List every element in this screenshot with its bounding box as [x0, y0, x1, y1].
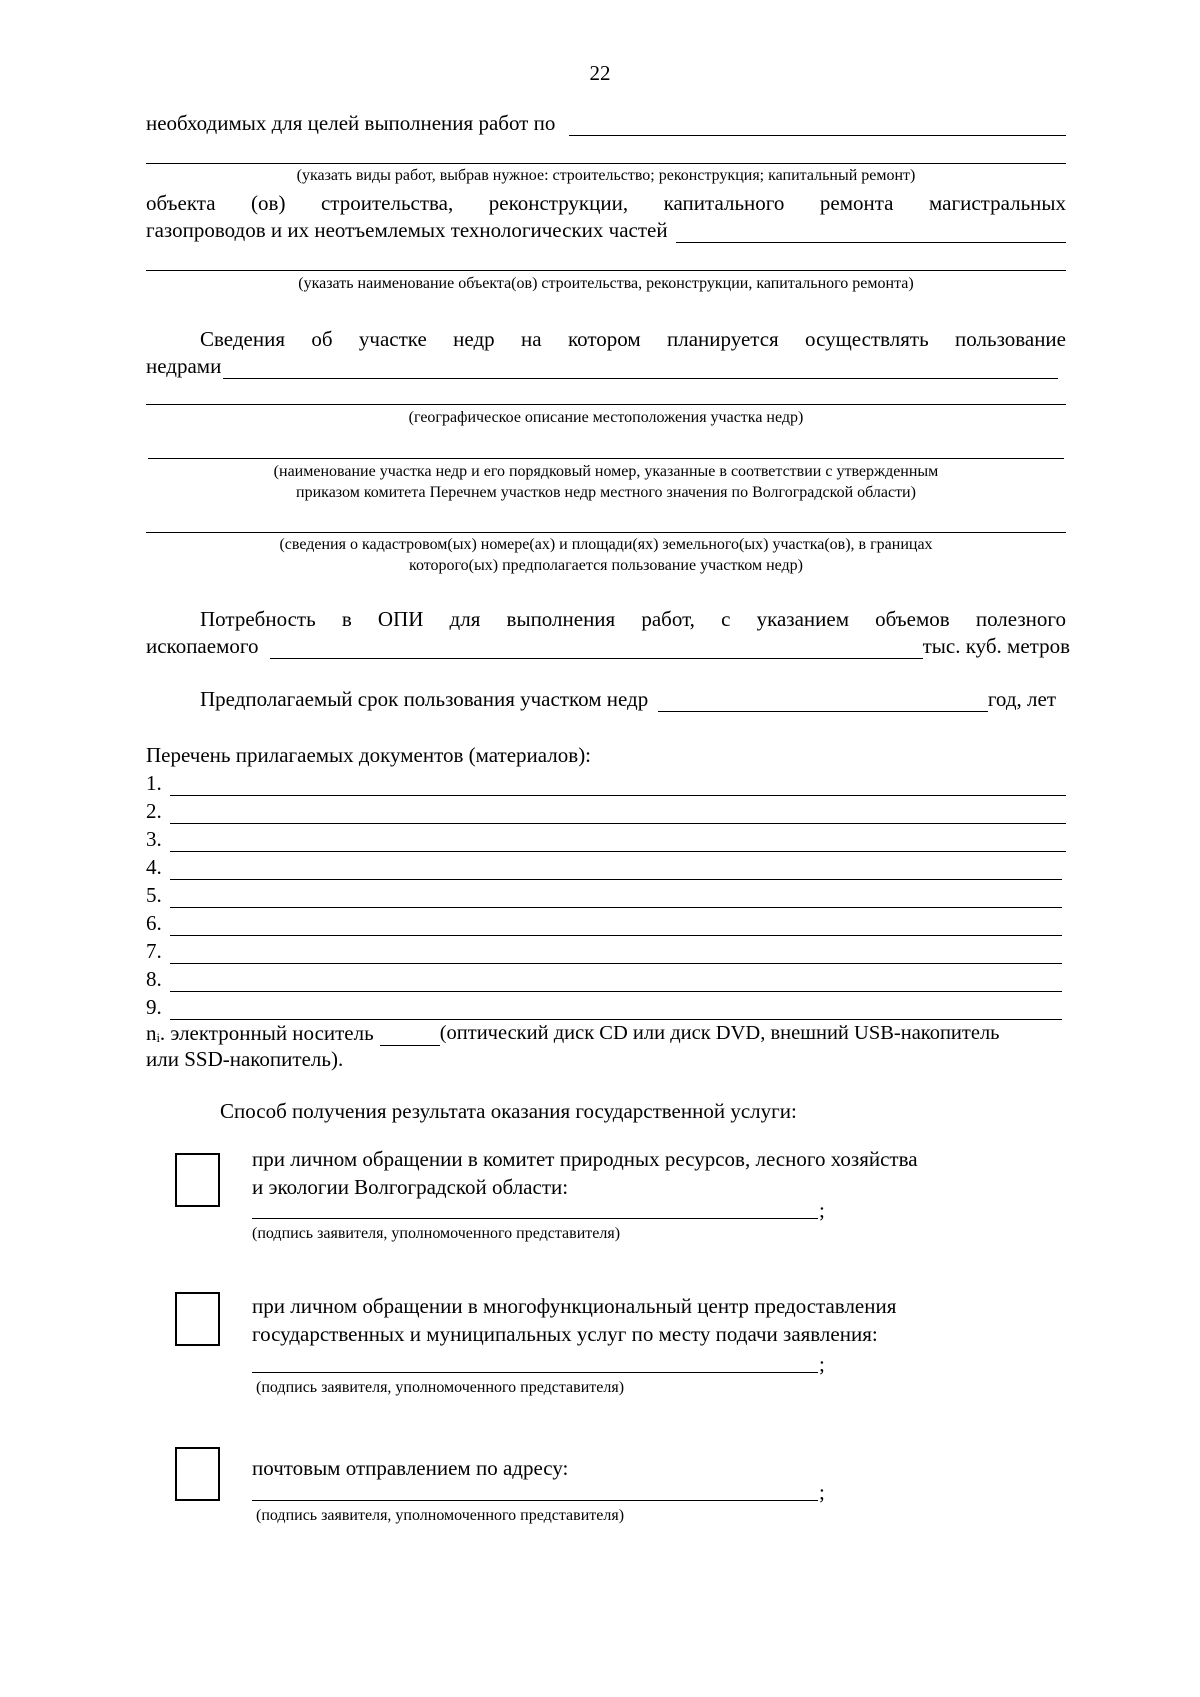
media-row	[146, 1020, 1076, 1046]
opi-row	[146, 633, 1070, 659]
subsoil-field[interactable]	[223, 360, 1058, 379]
documents-item-field[interactable]	[170, 973, 1062, 992]
delivery-option-post-semicolon: ;	[819, 1480, 825, 1504]
documents-item-field[interactable]	[170, 861, 1062, 880]
delivery-option-committee-signature-caption: (подпись заявителя, уполномоченного представителя)	[252, 1225, 621, 1242]
documents-item-number: 6.	[146, 911, 162, 935]
documents-item-2	[146, 798, 1066, 824]
media-count-field[interactable]	[380, 1027, 440, 1046]
subsoil-name-field[interactable]	[148, 458, 1064, 459]
object-text-line1: объекта (ов) строительства, реконструкции, капитального ремонта магистральных	[146, 191, 1066, 215]
subsoil-name-caption-line2: приказом комитета Перечнем участков недр местного значения по Волгоградской области)	[296, 484, 916, 501]
object-row	[146, 217, 1066, 243]
documents-item-number: 1.	[146, 771, 162, 795]
subsoil-geo-caption: (географическое описание местоположения участка недр)	[408, 409, 804, 426]
documents-item-number: 3.	[146, 827, 162, 851]
term-unit: год, лет	[987, 687, 1056, 711]
media-desc: (оптический диск CD или диск DVD, внешний USB-накопитель	[439, 1022, 1000, 1044]
subsoil-geo-field[interactable]	[146, 404, 1066, 405]
delivery-option-committee-signature-field[interactable]	[252, 1218, 818, 1219]
opi-unit: тыс. куб. метров	[922, 634, 1070, 658]
documents-item-8	[146, 966, 1062, 992]
documents-title: Перечень прилагаемых документов (материалов):	[146, 743, 592, 767]
opi-volume-field[interactable]	[270, 640, 922, 659]
delivery-option-post-checkbox[interactable]	[175, 1447, 220, 1501]
documents-item-5	[146, 882, 1062, 908]
documents-item-field[interactable]	[170, 945, 1062, 964]
term-label: Предполагаемый срок пользования участком недр	[200, 687, 649, 711]
documents-item-number: 4.	[146, 855, 162, 879]
documents-item-1	[146, 770, 1066, 796]
work-types-caption: (указать виды работ, выбрав нужное: строительство; реконструкция; капитальный ремонт)	[296, 167, 916, 184]
documents-item-number: 7.	[146, 939, 162, 963]
documents-item-field[interactable]	[170, 889, 1062, 908]
documents-item-field[interactable]	[170, 777, 1066, 796]
delivery-option-committee-semicolon: ;	[819, 1198, 825, 1222]
object-field[interactable]	[676, 224, 1066, 243]
work-types-field[interactable]	[569, 117, 1066, 136]
media-desc-line2: или SSD-накопитель).	[146, 1047, 344, 1071]
delivery-option-committee-checkbox[interactable]	[175, 1153, 220, 1207]
delivery-title: Способ получения результата оказания государственной услуги:	[220, 1099, 797, 1123]
documents-item-9	[146, 994, 1062, 1020]
delivery-option-mfc-semicolon: ;	[819, 1352, 825, 1376]
page-number: 22	[589, 61, 611, 85]
delivery-option-mfc-line1: при личном обращении в многофункциональный центр предоставления	[252, 1294, 897, 1318]
documents-item-field[interactable]	[170, 917, 1062, 936]
cadastre-caption-line2: которого(ых) предполагается пользование участком недр)	[408, 557, 804, 574]
documents-item-number: 8.	[146, 967, 162, 991]
opi-text-line1: Потребность в ОПИ для выполнения работ, с указанием объемов полезного	[200, 607, 1066, 631]
work-types-text: необходимых для целей выполнения работ по	[146, 111, 556, 135]
object-field-line2[interactable]	[146, 270, 1066, 271]
work-types-field-line2[interactable]	[146, 163, 1066, 164]
delivery-option-post-line1: почтовым отправлением по адресу:	[252, 1456, 569, 1480]
delivery-option-mfc-checkbox[interactable]	[175, 1292, 220, 1346]
documents-item-number: 2.	[146, 799, 162, 823]
delivery-option-mfc-line2: государственных и муниципальных услуг по месту подачи заявления:	[252, 1322, 878, 1346]
object-caption: (указать наименование объекта(ов) строительства, реконструкции, капитального ремонта)	[298, 275, 914, 292]
delivery-option-mfc-signature-field[interactable]	[252, 1372, 818, 1373]
delivery-option-post-signature-caption: (подпись заявителя, уполномоченного представителя)	[256, 1507, 625, 1524]
term-field[interactable]	[658, 693, 988, 712]
documents-item-field[interactable]	[170, 1001, 1062, 1020]
object-text-line2: газопроводов и их неотъемлемых технологических частей	[146, 218, 668, 242]
documents-item-field[interactable]	[170, 805, 1066, 824]
delivery-option-committee-line1: при личном обращении в комитет природных ресурсов, лесного хозяйства	[252, 1147, 918, 1171]
documents-item-number: 5.	[146, 883, 162, 907]
delivery-option-mfc-signature-caption: (подпись заявителя, уполномоченного представителя)	[256, 1379, 625, 1396]
documents-item-4	[146, 854, 1062, 880]
subsoil-text-line1: Сведения об участке недр на котором планируется осуществлять пользование	[200, 327, 1066, 351]
cadastre-caption-line1: (сведения о кадастровом(ых) номере(ах) и площади(ях) земельного(ых) участка(ов), в границах	[279, 536, 933, 553]
delivery-option-post-address-field[interactable]	[252, 1500, 818, 1501]
media-prefix: nᵢ. электронный носитель	[146, 1021, 374, 1045]
cadastre-field[interactable]	[146, 532, 1066, 533]
delivery-option-committee-line2: и экологии Волгоградской области:	[252, 1175, 569, 1199]
term-row	[200, 686, 1056, 712]
documents-item-field[interactable]	[170, 833, 1066, 852]
work-types-row	[146, 110, 1066, 136]
subsoil-text-line2: недрами	[146, 354, 222, 378]
documents-item-3	[146, 826, 1066, 852]
subsoil-name-caption-line1: (наименование участка недр и его порядковый номер, указанные в соответствии с утвержденным	[273, 463, 939, 480]
documents-item-number: 9.	[146, 995, 162, 1019]
documents-item-6	[146, 910, 1062, 936]
documents-item-7	[146, 938, 1062, 964]
opi-text-line2: ископаемого	[146, 634, 259, 658]
subsoil-row	[146, 353, 1058, 379]
